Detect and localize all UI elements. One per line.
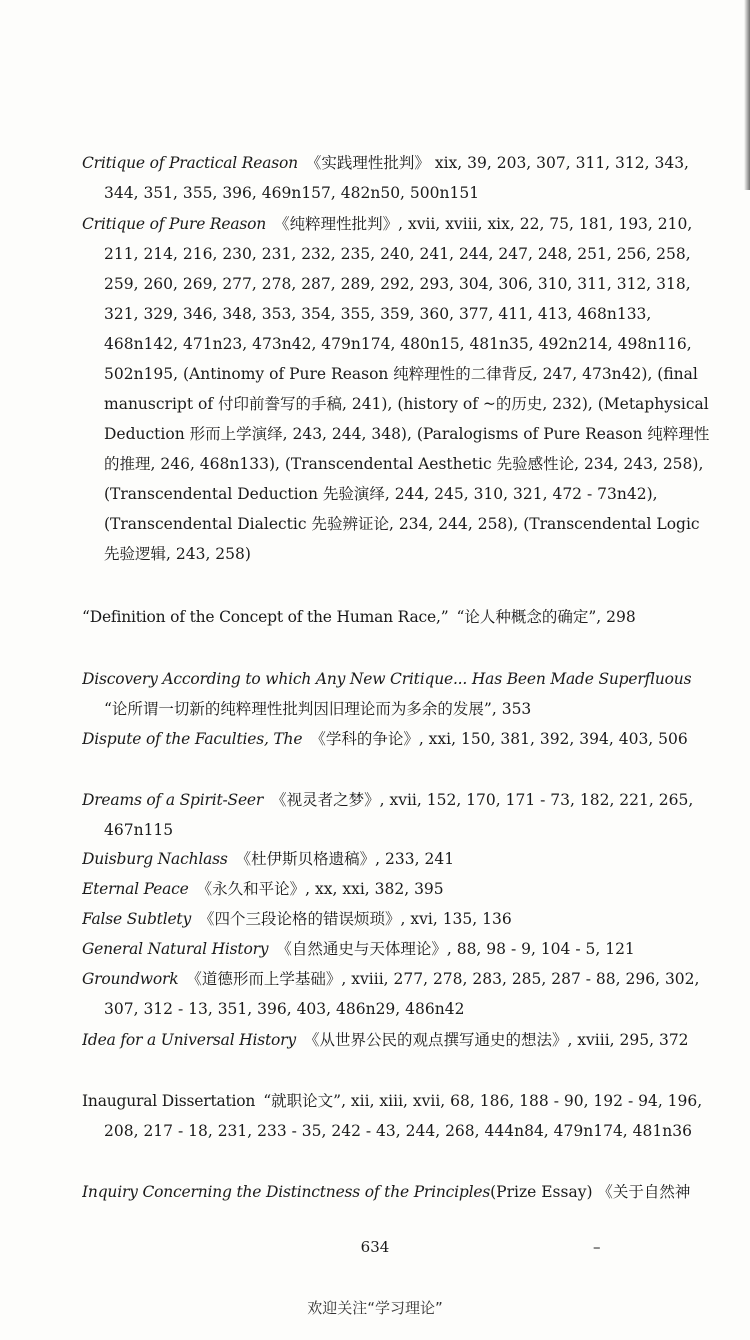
entry-title: Inquiry Concerning the Distinctness of the Principles (82, 1183, 491, 1201)
page-number: 634 (360, 1238, 390, 1256)
entry-text: 《四个三段论格的错误烦琐》, xvi, 135, 136 (199, 910, 512, 928)
entry-text: 《道德形而上学基础》, xviii, 277, 278, 283, 285, 287 - 88, 296, 302, 307, 312 - 13, 351, 396, 403, 486n29, 486n42 (104, 970, 700, 1018)
entry-title: Inaugural Dissertation (82, 1092, 256, 1110)
index-entry (82, 874, 714, 904)
index-entry (82, 602, 714, 632)
entry-title: General Natural History (82, 940, 269, 958)
entry-text: 《视灵者之梦》, xvii, 152, 170, 171 - 73, 182, 221, 265, 467n115 (104, 791, 694, 839)
index-entry (82, 785, 714, 845)
footer-dash: – (593, 1238, 601, 1256)
index-entry (82, 209, 714, 569)
entry-text: 《从世界公民的观点撰写通史的想法》, xviii, 295, 372 (303, 1031, 689, 1049)
entry-text: 《学科的争论》, xxi, 150, 381, 392, 394, 403, 506 (310, 730, 688, 748)
index-entry (82, 904, 714, 934)
entry-title: Dreams of a Spirit-Seer (82, 791, 264, 809)
index-entry (82, 964, 714, 1024)
entry-title: Critique of Pure Reason (82, 215, 267, 233)
entry-title: Duisburg Nachlass (82, 850, 228, 868)
entry-title: False Subtlety (82, 910, 192, 928)
index-entry (82, 844, 714, 874)
index-entry (82, 934, 714, 964)
index-entry (82, 148, 714, 208)
entry-title: Dispute of the Faculties, The (82, 730, 303, 748)
index-entry (82, 724, 714, 754)
entry-title: Discovery According to which Any New Critique... Has Been Made Superfluous (82, 670, 692, 688)
index-entry (82, 664, 714, 724)
entry-text: “就职论文”, xii, xiii, xvii, 68, 186, 188 - 90, 192 - 94, 196, 208, 217 - 18, 231, 233 - 35, 242 - 43, 244, 268, 444n84, 479n174, 481n36 (104, 1092, 703, 1140)
entry-title: Groundwork (82, 970, 179, 988)
entry-title: “Definition of the Concept of the Human Race,” (82, 608, 449, 626)
entry-text: “论所谓一切新的纯粹理性批判因旧理论而为多余的发展”, 353 (104, 700, 532, 718)
entry-text: 《纯粹理性批判》, xvii, xviii, xix, 22, 75, 181, 193, 210, 211, 214, 216, 230, 231, 232, 235, 240, 241, 244, 247, 248, 251, 256, 258, 259, 260, 269, 277, 278, 287, 289, 292, 293, 304, 306, 310, 311, 312, 318, 321, 329, 346, 348, 353, 354, 355, 359, 360, 377, 411, 413, 468n133, 468n142, 471n23, 473n42, 479n174, 480n15, 481n35, 492n214, 498n116, 502n195, (Antinomy of Pure Reason 纯粹理性的二律背反, 247, 473n42), (final manuscript of 付印前誊写的手稿, 241), (history of ~的历史, 232), (Metaphysical Deduction 形而上学演绎, 243, 244, 348), (Paralogisms of Pure Reason 纯粹理性的推理, 246, 468n133), (Transcendental Aesthetic 先验感性论, 234, 243, 258), (Transcendental Deduction 先验演绎, 244, 245, 310, 321, 472 - 73n42), (Transcendental Dialectic 先验辨证论, 234, 244, 258), (Transcendental Logic 先验逻辑, 243, 258) (104, 215, 710, 563)
index-entry (82, 1025, 714, 1055)
entry-text: 《杜伊斯贝格遗稿》, 233, 241 (235, 850, 455, 868)
index-entry (82, 1177, 714, 1207)
footer-note: 欢迎关注“学习理论” (307, 1299, 443, 1317)
entry-title: Critique of Practical Reason (82, 154, 298, 172)
entry-text: 《永久和平论》, xx, xxi, 382, 395 (196, 880, 444, 898)
entry-text: 《自然通史与天体理论》, 88, 98 - 9, 104 - 5, 121 (276, 940, 635, 958)
index-entry (82, 1086, 714, 1146)
entry-title: Idea for a Universal History (82, 1031, 296, 1049)
entry-text: “论人种概念的确定”, 298 (456, 608, 636, 626)
entry-title: Eternal Peace (82, 880, 189, 898)
entry-text: 《实践理性批判》 xix, 39, 203, 307, 311, 312, 343, 344, 351, 355, 396, 469n157, 482n50, 500n151 (104, 154, 689, 202)
entry-text: (Prize Essay) 《关于自然神 (490, 1183, 691, 1201)
